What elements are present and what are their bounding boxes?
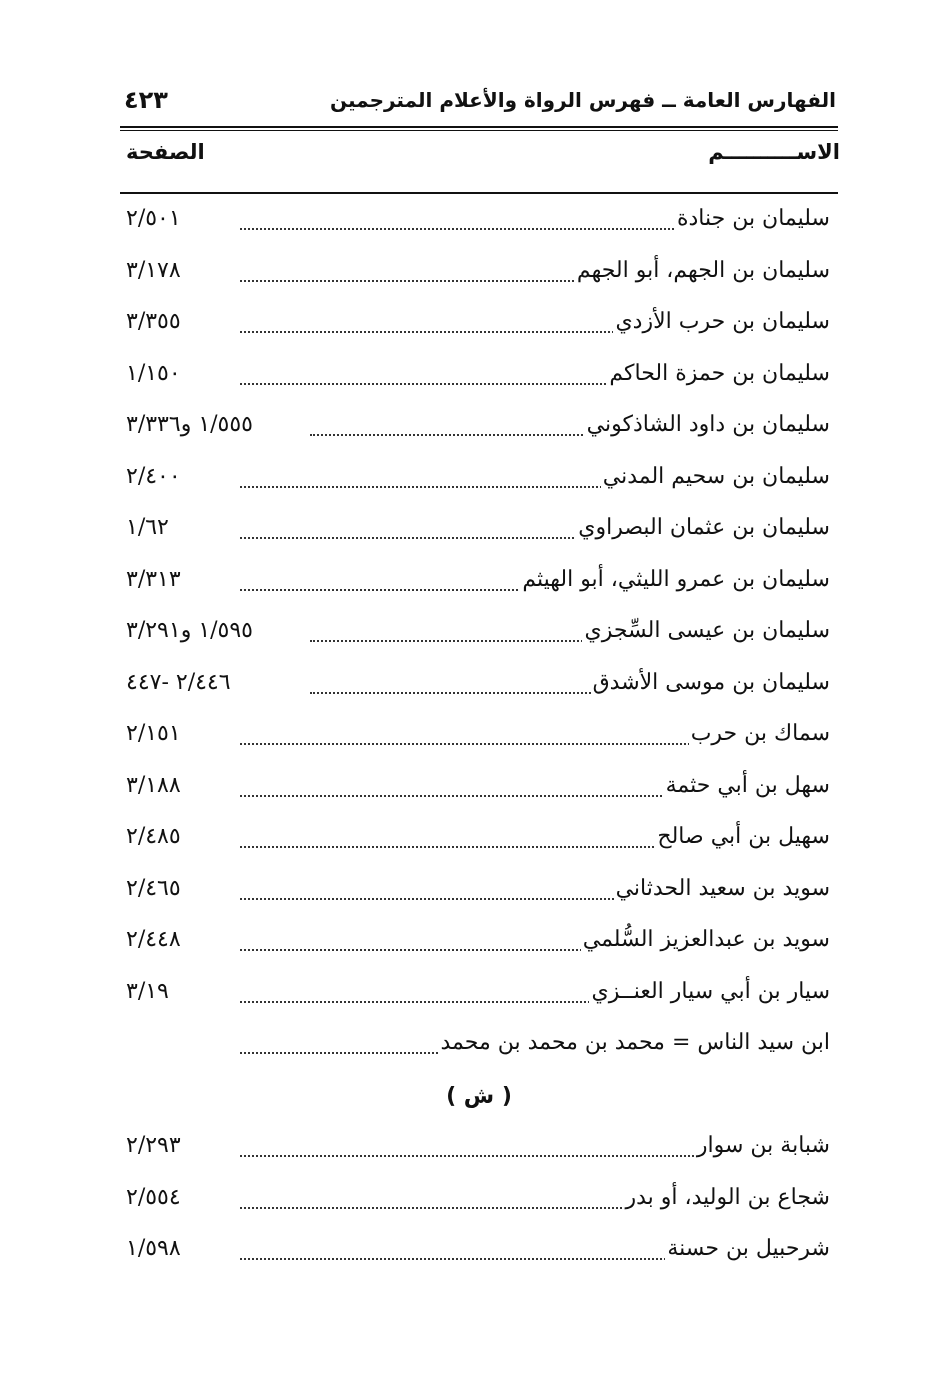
entry-page-ref: ٢/٢٩٣ (126, 1133, 181, 1158)
index-entry (120, 406, 838, 458)
index-entry (120, 818, 838, 870)
column-header-page: الصفحة (126, 140, 205, 164)
entry-page-ref: ٢/٤٨٥ (126, 824, 181, 849)
entry-name: شجاع بن الوليد، أو بدر (625, 1184, 830, 1210)
entry-name: سليمان بن جنادة (676, 206, 830, 231)
index-entry (120, 921, 838, 973)
entry-page-ref: ٢/٤٠٠ (126, 463, 181, 489)
entry-name: سليمان بن عمرو الليثي، أبو الهيثم (522, 566, 830, 592)
column-header-rule (120, 192, 838, 194)
entry-page-ref: ١/٥٩٥ و٣/٢٩١ (126, 618, 253, 643)
entry-page-ref: ١/٥٥٥ و٣/٣٣٦ (126, 412, 253, 437)
entry-page-ref: ٢/٥٥٤ (126, 1184, 181, 1210)
entry-name: سليمان بن عيسى السِّجزي (584, 618, 830, 643)
entry-page-ref: ٣/١٩ (126, 978, 169, 1004)
entry-page-ref: ٢/٤٦٥ (126, 875, 181, 901)
entry-page-ref: ٣/٣٥٥ (126, 309, 181, 334)
column-header-name (708, 140, 840, 164)
index-entry (120, 458, 838, 510)
entry-page-ref: ٣/٣١٣ (126, 566, 181, 592)
entry-name: سيار بن أبي سيار العنــزي (591, 978, 830, 1004)
section-heading-label: ( ش ) (446, 1083, 512, 1109)
entry-name: سويد بن عبدالعزيز السُّلمي (582, 927, 830, 952)
entry-page-ref: ١/١٥٠ (126, 360, 181, 386)
running-header (120, 84, 838, 124)
index-entry (120, 1127, 838, 1179)
page-number: ٤٢٣ (124, 86, 168, 114)
entry-name: سليمان بن الجهم، أبو الجهم (576, 257, 830, 283)
header-rule (120, 126, 838, 128)
header-rule-thin (120, 130, 838, 131)
entry-name: سويد بن سعيد الحدثاني (615, 875, 830, 901)
index-entry-cross-reference (120, 1024, 838, 1076)
entry-page-ref: ١/٦٢ (126, 515, 169, 540)
entry-name: سليمان بن موسى الأشدق (592, 669, 830, 695)
index-entry (120, 664, 838, 716)
column-header-name-label: الاســــــــــم (708, 140, 840, 164)
entry-name: سليمان بن عثمان البصراوي (578, 515, 830, 540)
entry-page-ref: ٣/١٨٨ (126, 772, 181, 798)
entry-name: سماك بن حرب (690, 721, 830, 746)
index-entry (120, 355, 838, 407)
entry-page-ref: ١/٥٩٨ (126, 1236, 181, 1261)
index-entries (120, 200, 838, 1282)
entry-name: شبابة بن سوار (696, 1133, 830, 1158)
entry-name: سليمان بن حمزة الحاكم (609, 360, 830, 386)
entry-name: سليمان بن داود الشاذكوني (586, 412, 830, 437)
entry-page-ref: ٢/١٥١ (126, 721, 181, 746)
section-heading (120, 1076, 838, 1128)
index-entry (120, 767, 838, 819)
index-entry (120, 252, 838, 304)
entry-name: سهل بن أبي حثمة (665, 772, 830, 798)
entry-name: سهيل بن أبي صالح (657, 824, 830, 849)
index-entry (120, 870, 838, 922)
running-title: الفهارس العامة ــ فهرس الرواة والأعلام المترجمين (330, 88, 836, 112)
index-entry (120, 612, 838, 664)
entry-page-ref: ٢/٤٤٨ (126, 927, 181, 952)
entry-name: ابن سيد الناس = محمد بن محمد بن محمد (440, 1030, 830, 1055)
index-entry (120, 509, 838, 561)
index-entry (120, 715, 838, 767)
entry-name: سليمان بن سحيم المدني (602, 463, 830, 489)
entry-name: سليمان بن حرب الأزدي (615, 309, 830, 334)
index-entry (120, 303, 838, 355)
index-entry (120, 1179, 838, 1231)
entry-page-ref: ٣/١٧٨ (126, 257, 181, 283)
index-entry (120, 973, 838, 1025)
entry-name: شرحبيل بن حسنة (667, 1236, 830, 1261)
entry-page-ref: ٢/٥٠١ (126, 206, 181, 231)
index-entry (120, 561, 838, 613)
index-entry (120, 200, 838, 252)
index-entry (120, 1230, 838, 1282)
entry-page-ref: ٢/٤٤٦ -٤٤٧ (126, 669, 231, 695)
